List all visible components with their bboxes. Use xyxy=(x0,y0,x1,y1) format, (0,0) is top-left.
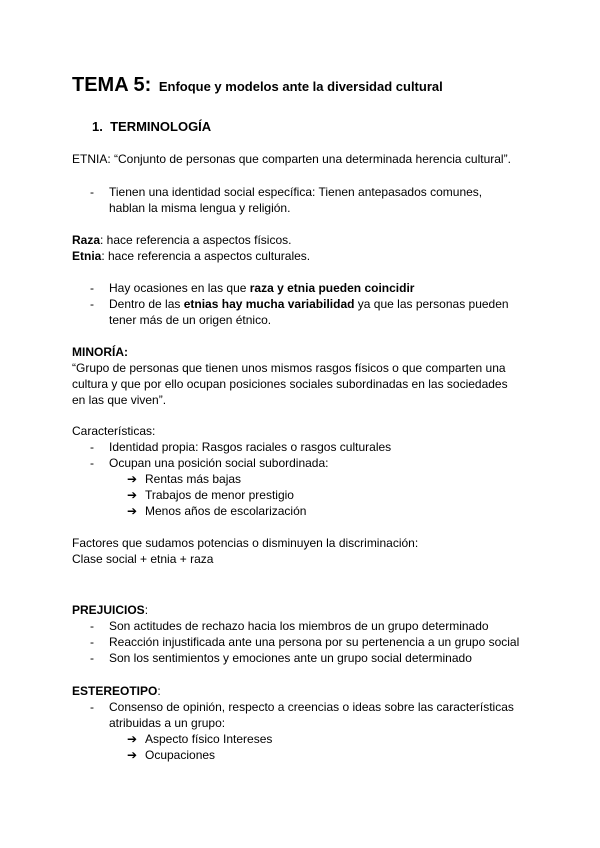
prejuicios-heading xyxy=(72,602,148,618)
variabilidad-post: ya que las personas pueden xyxy=(354,297,509,311)
prejuicios-colon: : xyxy=(144,603,149,617)
arrow-icon: ➔ xyxy=(127,748,138,762)
coincidir-bold: raza y etnia pueden coincidir xyxy=(249,281,415,295)
minoria-line3: en las que viven”. xyxy=(72,393,167,407)
bullet-dash: - xyxy=(90,281,94,295)
estereotipo-bullet-line1: Consenso de opinión, respecto a creencias o ideas sobre las características xyxy=(109,700,514,714)
etnia-bullet-line2: hablan la misma lengua y religión. xyxy=(109,201,291,215)
bullet-dash: - xyxy=(90,440,94,454)
page-title xyxy=(72,73,443,99)
sub-item: Rentas más bajas xyxy=(145,472,242,486)
arrow-icon: ➔ xyxy=(127,504,138,518)
minoria-line1: “Grupo de personas que tienen unos mismos rasgos físicos o que comparten una xyxy=(72,361,506,375)
arrow-icon: ➔ xyxy=(127,732,138,746)
etnia-definition: ETNIA: “Conjunto de personas que comparten una determinada herencia cultural”. xyxy=(72,152,511,166)
prejuicios-item: Reacción injustificada ante una persona por su pertenencia a un grupo social xyxy=(109,635,520,649)
arrow-icon: ➔ xyxy=(127,472,138,486)
minoria-heading: MINORÍA: xyxy=(72,345,128,359)
estereotipo-bullet-line2: atribuidas a un grupo: xyxy=(109,716,226,730)
arrow-icon: ➔ xyxy=(127,488,138,502)
prejuicios-item: Son actitudes de rechazo hacia los miembros de un grupo determinado xyxy=(109,619,489,633)
caracteristicas-bullet2: Ocupan una posición social subordinada: xyxy=(109,456,329,470)
etnia-bullet-line1: Tienen una identidad social específica: Tienen antepasados comunes, xyxy=(109,185,483,199)
etnia-line xyxy=(72,248,310,264)
bullet-dash: - xyxy=(90,456,94,470)
caracteristicas-heading: Características: xyxy=(72,424,156,438)
coincidir-bullet xyxy=(109,280,414,296)
estereotipo-colon: : xyxy=(157,684,161,698)
section-heading xyxy=(92,119,211,135)
bullet-dash: - xyxy=(90,185,94,199)
bullet-dash: - xyxy=(90,635,94,649)
title-subtitle: Enfoque y modelos ante la diversidad cultural xyxy=(158,79,443,94)
variabilidad-line2: tener más de un origen étnico. xyxy=(109,313,272,327)
section-number: 1. xyxy=(92,119,103,134)
variabilidad-bold: etnias hay mucha variabilidad xyxy=(183,297,355,311)
estereotipo-heading xyxy=(72,683,161,699)
raza-line xyxy=(72,232,291,248)
title-main: TEMA 5: xyxy=(72,74,152,96)
factores-line2: Clase social + etnia + raza xyxy=(72,552,214,566)
caracteristicas-bullet1: Identidad propia: Rasgos raciales o rasgos culturales xyxy=(109,440,392,454)
etnia-term: Etnia xyxy=(72,249,102,263)
coincidir-pre: Hay ocasiones en las que xyxy=(109,281,250,295)
section-heading-text: TERMINOLOGÍA xyxy=(110,119,212,134)
variabilidad-pre: Dentro de las xyxy=(109,297,184,311)
minoria-line2: cultura y que por ello ocupan posiciones sociales subordinadas en las sociedades xyxy=(72,377,508,391)
sub-item: Aspecto físico Intereses xyxy=(145,732,273,746)
bullet-dash: - xyxy=(90,297,94,311)
etnia-text: : hace referencia a aspectos culturales. xyxy=(101,249,311,263)
prejuicios-item: Son los sentimientos y emociones ante un grupo social determinado xyxy=(109,651,472,665)
sub-item: Menos años de escolarización xyxy=(145,504,307,518)
prejuicios-heading-text: PREJUICIOS xyxy=(72,603,145,617)
raza-term: Raza xyxy=(72,233,101,247)
sub-item: Trabajos de menor prestigio xyxy=(145,488,294,502)
raza-text: : hace referencia a aspectos físicos. xyxy=(100,233,292,247)
bullet-dash: - xyxy=(90,651,94,665)
estereotipo-heading-text: ESTEREOTIPO xyxy=(72,684,158,698)
bullet-dash: - xyxy=(90,700,94,714)
variabilidad-bullet xyxy=(109,296,509,312)
bullet-dash: - xyxy=(90,619,94,633)
sub-item: Ocupaciones xyxy=(145,748,216,762)
factores-line1: Factores que sudamos potencias o disminuyen la discriminación: xyxy=(72,536,419,550)
